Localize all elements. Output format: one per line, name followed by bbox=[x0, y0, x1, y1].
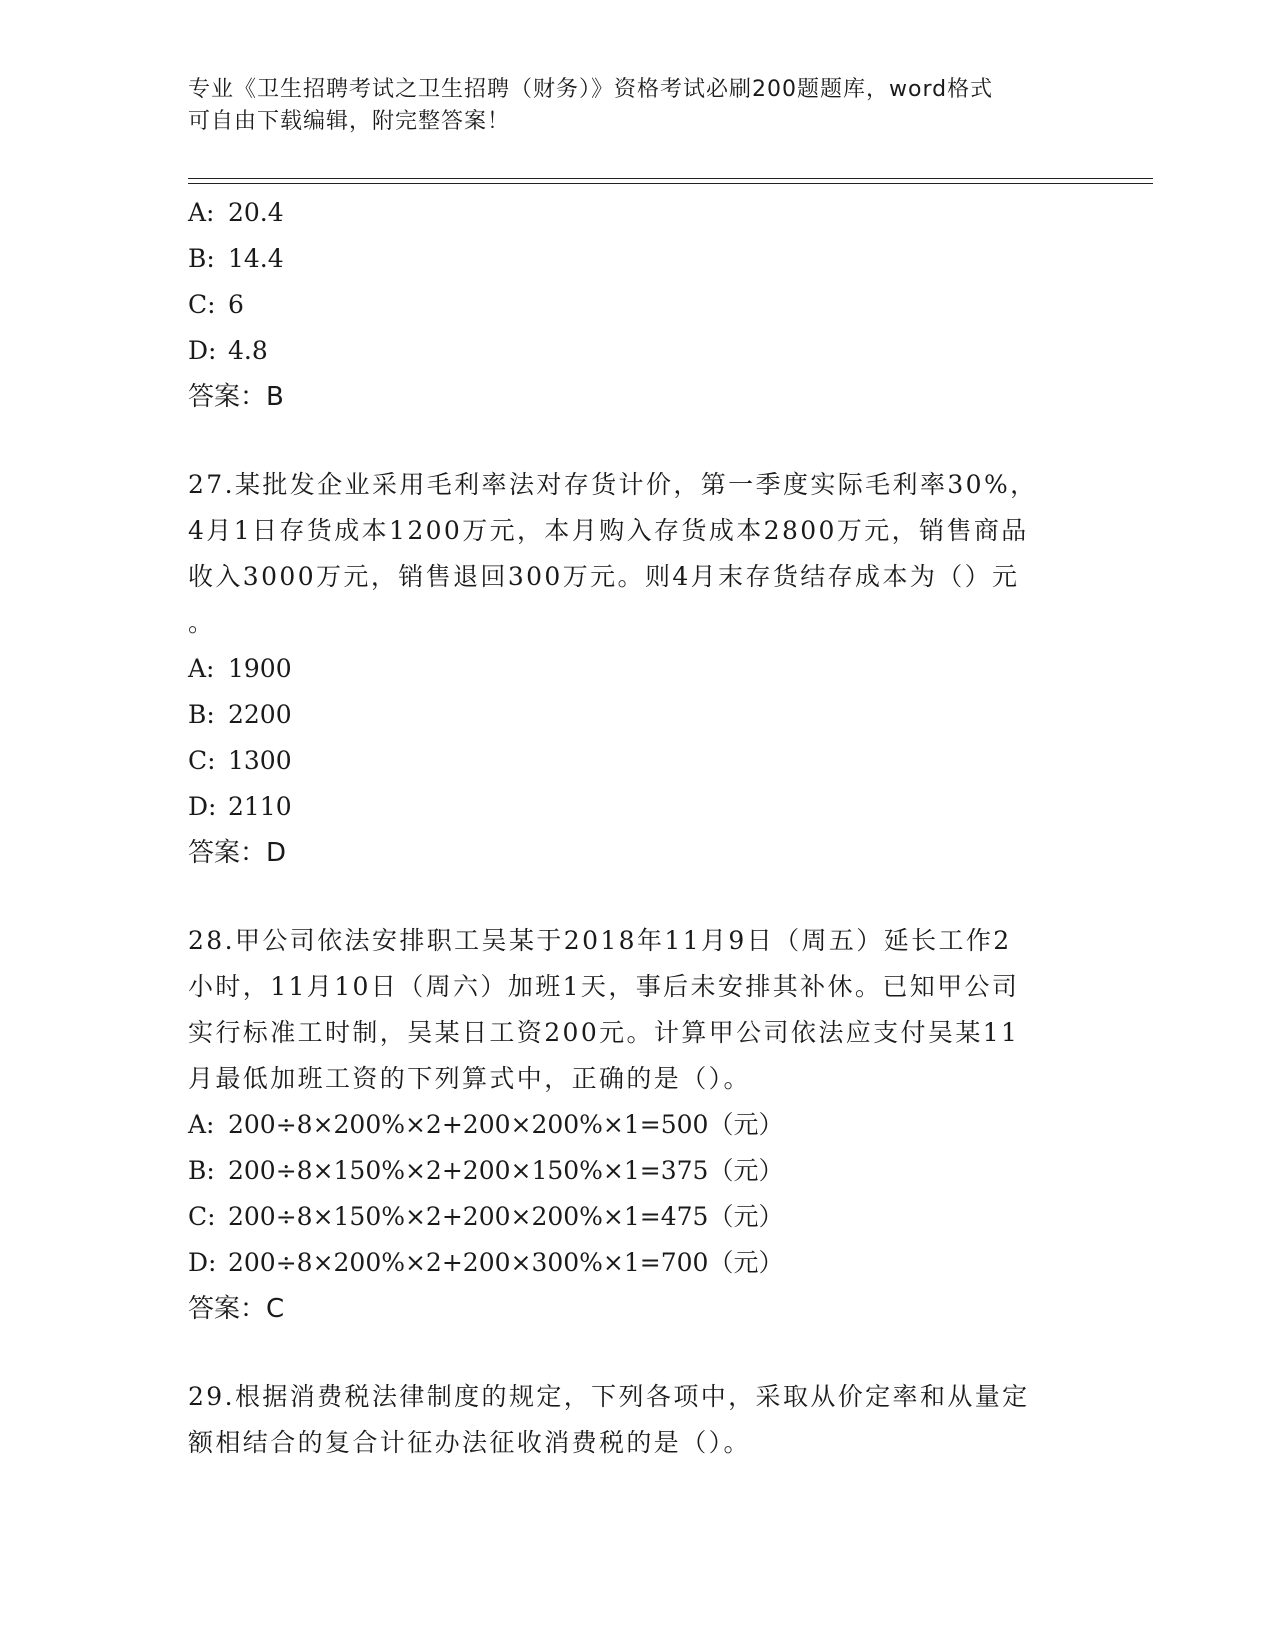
option-key: B: bbox=[188, 1156, 215, 1185]
question-27 bbox=[188, 462, 1088, 876]
question-text bbox=[188, 918, 1088, 1102]
option-b bbox=[188, 1148, 1088, 1194]
option-d bbox=[188, 784, 1088, 830]
header-line-2: 可自由下载编辑，附完整答案！ bbox=[188, 109, 511, 134]
document-header bbox=[188, 74, 1088, 138]
option-key: C: bbox=[188, 746, 216, 775]
option-d bbox=[188, 328, 1088, 374]
question-29 bbox=[188, 1374, 1088, 1466]
question-line: 27.某批发企业采用毛利率法对存货计价，第一季度实际毛利率30%， bbox=[188, 470, 1038, 499]
option-d bbox=[188, 1240, 1088, 1286]
answer-line bbox=[188, 830, 1088, 876]
answer-value: B bbox=[266, 382, 284, 412]
header-rule-bottom bbox=[188, 183, 1153, 184]
option-b bbox=[188, 236, 1088, 282]
header-line-1: 专业《卫生招聘考试之卫生招聘（财务）》资格考试必刷200题题库，word格式 bbox=[188, 77, 994, 102]
option-key: A: bbox=[188, 198, 215, 227]
answer-line bbox=[188, 1286, 1088, 1332]
answer-label: 答案： bbox=[188, 838, 267, 868]
option-text: 20.4 bbox=[228, 198, 284, 227]
question-line: 额相结合的复合计征办法征收消费税的是（）。 bbox=[188, 1428, 751, 1457]
option-text: 14.4 bbox=[228, 244, 284, 273]
option-text: 200÷8×150%×2+200×200%×1=475（元） bbox=[228, 1202, 784, 1231]
option-text: 1900 bbox=[228, 654, 292, 683]
answer-value: D bbox=[266, 838, 287, 868]
question-line: 月最低加班工资的下列算式中，正确的是（）。 bbox=[188, 1064, 751, 1093]
option-key: B: bbox=[188, 244, 215, 273]
question-line: 29.根据消费税法律制度的规定，下列各项中，采取从价定率和从量定 bbox=[188, 1382, 1030, 1411]
option-key: C: bbox=[188, 290, 216, 319]
question-line: 。 bbox=[188, 608, 216, 637]
option-a bbox=[188, 646, 1088, 692]
question-text bbox=[188, 462, 1088, 646]
option-text: 2200 bbox=[228, 700, 292, 729]
option-key: C: bbox=[188, 1202, 216, 1231]
option-text: 4.8 bbox=[228, 336, 268, 365]
option-key: D: bbox=[188, 1248, 217, 1277]
header-rule-top bbox=[188, 178, 1153, 179]
question-26-options bbox=[188, 190, 1088, 420]
answer-value: C bbox=[266, 1294, 285, 1324]
option-a bbox=[188, 1102, 1088, 1148]
question-line: 4月1日存货成本1200万元，本月购入存货成本2800万元，销售商品 bbox=[188, 516, 1029, 545]
answer-label: 答案： bbox=[188, 1294, 267, 1324]
option-key: D: bbox=[188, 336, 217, 365]
option-a bbox=[188, 190, 1088, 236]
option-b bbox=[188, 692, 1088, 738]
option-key: B: bbox=[188, 700, 215, 729]
question-line: 28.甲公司依法安排职工吴某于2018年11月9日（周五）延长工作2 bbox=[188, 926, 1012, 955]
option-text: 2110 bbox=[228, 792, 292, 821]
question-line: 收入3000万元，销售退回300万元。则4月末存货结存成本为（）元 bbox=[188, 562, 1020, 591]
question-28 bbox=[188, 918, 1088, 1332]
option-text: 200÷8×200%×2+200×300%×1=700（元） bbox=[228, 1248, 784, 1277]
question-line: 小时，11月10日（周六）加班1天，事后未安排其补休。已知甲公司 bbox=[188, 972, 1020, 1001]
option-text: 200÷8×200%×2+200×200%×1=500（元） bbox=[228, 1110, 784, 1139]
option-text: 200÷8×150%×2+200×150%×1=375（元） bbox=[228, 1156, 784, 1185]
document-body bbox=[188, 190, 1088, 1466]
option-key: A: bbox=[188, 1110, 215, 1139]
option-text: 1300 bbox=[228, 746, 292, 775]
option-text: 6 bbox=[228, 290, 244, 319]
option-key: D: bbox=[188, 792, 217, 821]
option-c bbox=[188, 282, 1088, 328]
option-c bbox=[188, 738, 1088, 784]
answer-line bbox=[188, 374, 1088, 420]
option-c bbox=[188, 1194, 1088, 1240]
option-key: A: bbox=[188, 654, 215, 683]
question-text bbox=[188, 1374, 1088, 1466]
answer-label: 答案： bbox=[188, 382, 267, 412]
question-line: 实行标准工时制，吴某日工资200元。计算甲公司依法应支付吴某11 bbox=[188, 1018, 1020, 1047]
